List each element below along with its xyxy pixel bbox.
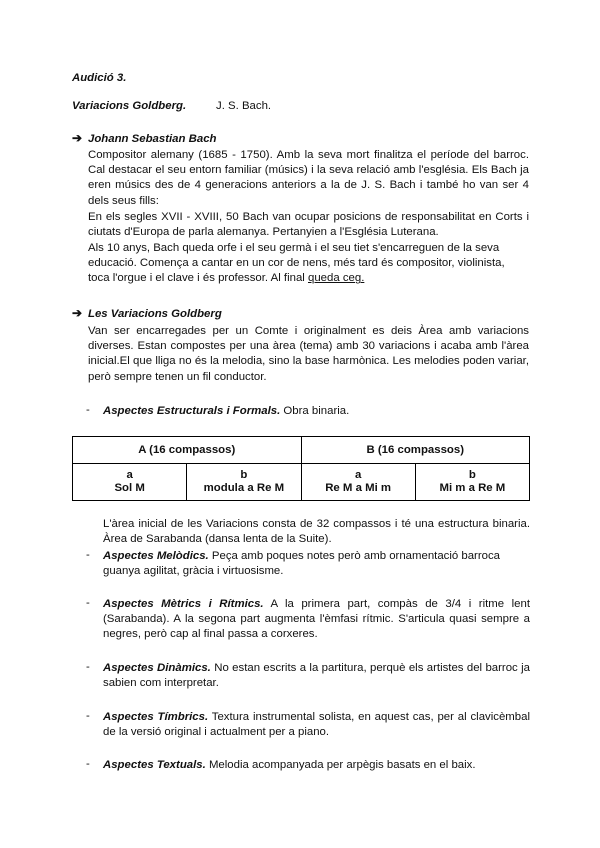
aspect-label: Aspectes Tímbrics. xyxy=(103,711,209,723)
aspect-timbral xyxy=(103,710,530,740)
aspect-text: Textura instrumental solista, en aquest cas, per al clavicèmbal de la versió original i actualment per a piano. xyxy=(103,711,530,739)
work-title: Variacions Goldberg. xyxy=(72,100,187,112)
table-cell xyxy=(415,464,529,501)
composer-name: J. S. Bach. xyxy=(216,100,272,112)
table-header-a: A (16 compassos) xyxy=(73,437,302,464)
cell-letter: b xyxy=(468,469,476,481)
arrow-icon: ➔ xyxy=(72,131,83,145)
cell-desc: Re M a Mi m xyxy=(325,482,392,494)
list-dash: - xyxy=(86,549,90,561)
aspect-label: Aspectes Textuals. xyxy=(103,759,206,771)
aspect-structural xyxy=(103,404,530,419)
cell-desc: modula a Re M xyxy=(203,482,285,494)
variations-paragraph: Van ser encarregades per un Comte i originalment es deis Àrea amb variacions diverses. Estan compostes per una àrea (tema) amb 30 variacions i acaba amb l'àrea inicial.El que lliga no és la melodia, sino la base harmònica. Les melodies poden variar, però sempre tenen un fil conductor. xyxy=(88,325,529,383)
cell-letter: b xyxy=(240,469,248,481)
list-dash: - xyxy=(86,710,90,722)
aspect-label: Aspectes Melòdics. xyxy=(103,550,209,562)
audicio-heading: Audició 3. xyxy=(72,72,127,84)
aspect-text: No estan escrits a la partitura, perquè els artistes del barroc ja sabien com interpretar. xyxy=(103,662,530,690)
bach-paragraph-2: En els segles XVII - XVIII, 50 Bach van ocupar posicions de responsabilitat en Corts i ciutats d'Europa de parla alemanya. Pertanyien a l'Església Luterana. xyxy=(88,211,529,239)
aspect-melodic xyxy=(103,549,530,579)
aspect-label: Aspectes Dinàmics. xyxy=(103,662,211,674)
cell-desc: Sol M xyxy=(114,482,145,494)
aspect-metric xyxy=(103,597,530,643)
aspect-text: Obra binaria. xyxy=(280,405,350,417)
list-dash: - xyxy=(86,758,90,770)
bach-heading: Johann Sebastian Bach xyxy=(88,133,217,145)
aspect-dynamic xyxy=(103,661,530,691)
bach-paragraph-1: Compositor alemany (1685 - 1750). Amb la seva mort finalitza el període del barroc. Cal destacar el seu entorn familiar (músics) i la seva relació amb l'església. Els Bach ja eren músics des de 4 generacions anteriors a la de J. S. Bach i també ho van ser 4 dels seus fills: xyxy=(88,149,529,207)
cell-letter: a xyxy=(126,469,133,481)
cell-desc: Mi m a Re M xyxy=(439,482,506,494)
table-cell xyxy=(73,464,187,501)
list-dash: - xyxy=(86,404,90,416)
structure-table xyxy=(72,436,530,501)
aspect-label: Aspectes Mètrics i Rítmics. xyxy=(103,598,264,610)
table-explanation: L'àrea inicial de les Variacions consta de 32 compassos i té una estructura binaria. Àrea de Sarabanda (dansa lenta de la Suite). xyxy=(103,518,530,546)
variations-heading: Les Variacions Goldberg xyxy=(88,308,222,320)
table-cell xyxy=(301,464,415,501)
aspect-text: Melodia acompanyada per arpègis basats en el baix. xyxy=(205,759,476,771)
aspect-label: Aspectes Estructurals i Formals. xyxy=(103,405,281,417)
list-dash: - xyxy=(86,661,90,673)
cell-letter: a xyxy=(354,469,362,481)
table-header-b: B (16 compassos) xyxy=(301,437,530,464)
bach-paragraph-3-underlined: queda ceg. xyxy=(307,272,365,285)
arrow-icon: ➔ xyxy=(72,306,83,320)
list-dash: - xyxy=(86,597,90,609)
aspect-textural xyxy=(103,758,530,773)
aspect-text: Peça amb poques notes però amb ornamentació barroca guanya agilitat, gràcia i virtuosisme. xyxy=(103,550,501,578)
table-cell xyxy=(187,464,301,501)
bach-paragraph-3 xyxy=(88,241,529,287)
bach-paragraph-3-text: Als 10 anys, Bach queda orfe i el seu germà i el seu tiet s'encarreguen de la seva educació. Comença a cantar en un cor de nens, més tard és compositor, violinista, toca l'orgue i el clave i és professor. Al final xyxy=(88,242,505,285)
aspect-text: A la primera part, compàs de 3/4 i ritme lent (Sarabanda). A la segona part augmenta l'èmfasi rítmic. S'articula quasi sempre a negres, però cap al final passa a corxeres. xyxy=(103,598,530,641)
